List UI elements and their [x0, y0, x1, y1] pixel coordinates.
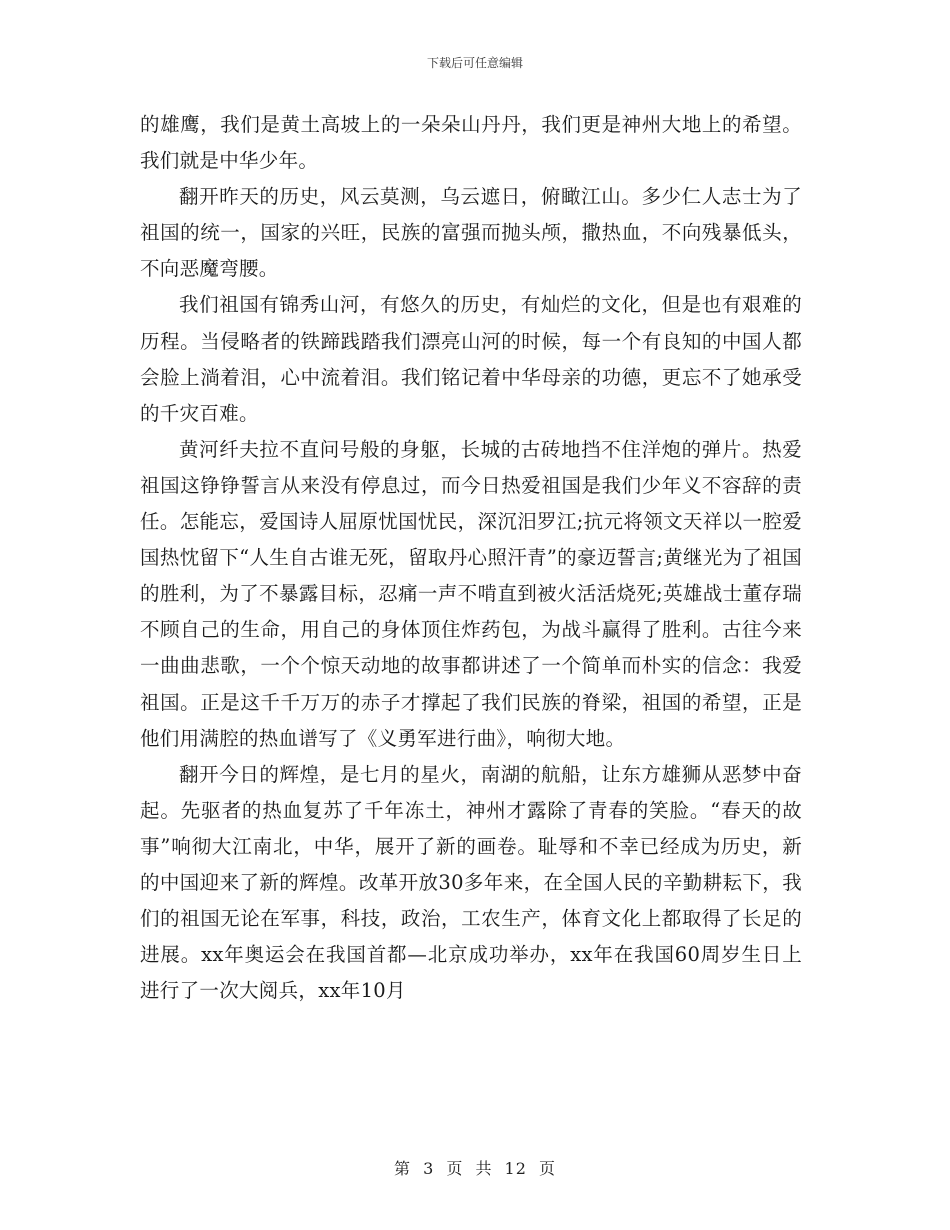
body-text: [140, 107, 802, 1009]
paragraph: 翻开今日的辉煌，是七月的星火，南湖的航船，让东方雄狮从恶梦中奋起。先驱者的热血复苏了千年冻土，神州才露除了青春的笑脸。“春天的故事”响彻大江南北，中华，展开了新的画卷。耻辱和不幸已经成为历史，新的中国迎来了新的辉煌。改革开放30多年来，在全国人民的辛勤耕耘下，我们的祖国无论在军事，科技，政治，工农生产，体育文化上都取得了长足的进展。xx年奥运会在我国首都—北京成功举办，xx年在我国60周岁生日上进行了一次大阅兵，xx年10月: [140, 762, 802, 1003]
page-header: 下载后可任意编辑: [426, 56, 523, 70]
page-footer: 第 3 页 共 12 页: [394, 1159, 556, 1178]
paragraph: 翻开昨天的历史，风云莫测，乌云遮日，俯瞰江山。多少仁人志士为了祖国的统一，国家的兴旺，民族的富强而抛头颅，撒热血，不向残暴低头，不向恶魔弯腰。: [140, 185, 802, 281]
paragraph: 黄河纤夫拉不直问号般的身躯，长城的古砖地挡不住洋炮的弹片。热爱祖国这铮铮誓言从来没有停息过，而今日热爱祖国是我们少年义不容辞的责任。怎能忘，爱国诗人屈原忧国忧民，深沉汨罗江;抗元将领文天祥以一腔爱国热忱留下“人生自古谁无死，留取丹心照汗青”的豪迈誓言;黄继光为了祖国的胜利，为了不暴露目标，忍痛一声不啃直到被火活活烧死;英雄战士董存瑞不顾自己的生命，用自己的身体顶住炸药包，为战斗赢得了胜利。古往今来一曲曲悲歌，一个个惊天动地的故事都讲述了一个简单而朴实的信念：我爱祖国。正是这千千万万的赤子才撑起了我们民族的脊梁，祖国的希望，正是他们用满腔的热血谱写了《义勇军进行曲》，响彻大地。: [140, 437, 802, 750]
paragraph: 的雄鹰，我们是黄土高坡上的一朵朵山丹丹，我们更是神州大地上的希望。我们就是中华少年。: [140, 113, 802, 173]
paragraph: 我们祖国有锦秀山河，有悠久的历史，有灿烂的文化，但是也有艰难的历程。当侵略者的铁蹄践踏我们漂亮山河的时候，每一个有良知的中国人都会脸上淌着泪，心中流着泪。我们铭记着中华母亲的功德，更忘不了她承受的千灾百难。: [140, 293, 802, 425]
